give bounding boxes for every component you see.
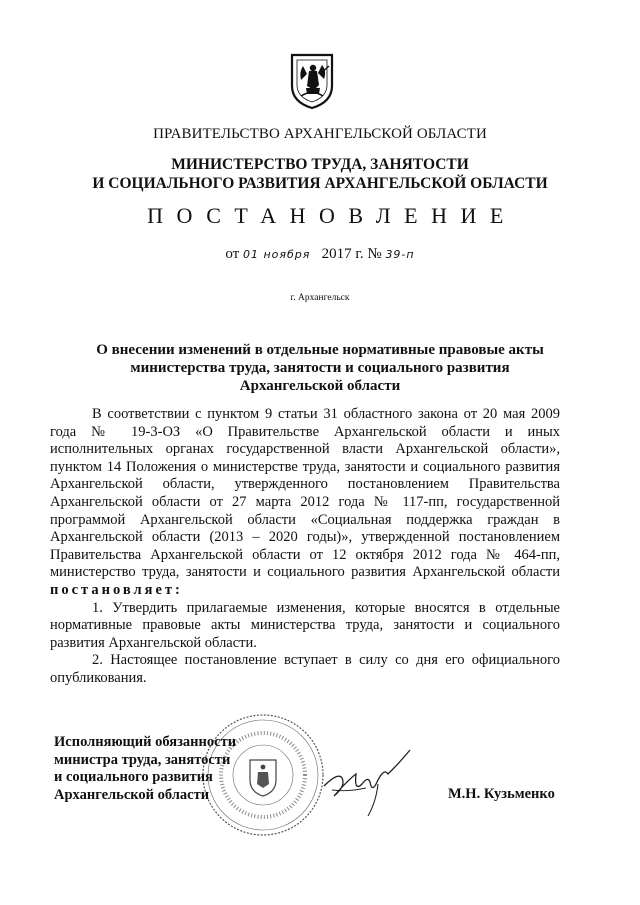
resolves-word: постановляет: — [50, 581, 183, 598]
position-line-2: министра труда, занятости — [54, 751, 231, 768]
document-type: ПОСТАНОВЛЕНИЕ — [147, 203, 517, 228]
item-1: 1. Утвердить прилагаемые изменения, которые вносятся в отдельные нормативные правовые акты министерства труда, занятости и социального развития Архангельской области. — [50, 599, 560, 651]
city: г. Архангельск — [290, 293, 350, 303]
date-year: 2017 г. № — [321, 246, 382, 262]
arkhangelsk-coat-of-arms-icon — [289, 52, 335, 110]
ministry-name — [0, 155, 640, 193]
preamble-paragraph — [50, 406, 560, 600]
date-day-month: 01 ноября — [242, 248, 311, 261]
position-line-3: и социального развития — [54, 769, 213, 785]
document-body — [50, 406, 560, 688]
document-title — [0, 341, 640, 395]
title-line-2: министерства труда, занятости и социального развития — [130, 360, 510, 376]
title-line-1: О внесении изменений в отдельные нормативные правовые акты — [96, 342, 544, 358]
ministry-line-1: МИНИСТЕРСТВО ТРУДА, ЗАНЯТОСТИ — [171, 156, 469, 173]
item-2: 2. Настоящее постановление вступает в силу со дня его официального опубликования. — [50, 652, 560, 686]
preamble-text: В соответствии с пунктом 9 статьи 31 областного закона от 20 мая 2009 года № 19-3-ОЗ «О Правительстве Архангельской области и иных исполнительных органах государственной власти Архангельской области», пунктом 14 Положения о министерстве труда, занятости и социального развития Архангельской области, утвержденного постановлением Правительства Архангельской области от 27 марта 2012 года № 117-пп, государственной программой Архангельской области «Социальная поддержка граждан в Архангельской области (2013 – 2020 годы)», утвержденной постановлением Правительства Архангельской области от 12 октября 2012 года № 464-пп, министерство труда, занятости и социального развития Архангельской области — [50, 406, 560, 581]
title-line-3: Архангельской области — [239, 378, 401, 394]
signatory-name: М.Н. Кузьменко — [448, 786, 555, 802]
date-prefix: от — [225, 246, 240, 262]
date-line — [0, 246, 640, 263]
document-number: 39-п — [385, 248, 415, 261]
position-line-1: Исполняющий обязанности — [54, 734, 237, 750]
signatory-position — [54, 734, 236, 804]
government-name: ПРАВИТЕЛЬСТВО АРХАНГЕЛЬСКОЙ ОБЛАСТИ — [153, 126, 487, 142]
handwritten-signature — [318, 744, 418, 820]
ministry-line-2: И СОЦИАЛЬНОГО РАЗВИТИЯ АРХАНГЕЛЬСКОЙ ОБЛАСТИ — [92, 175, 548, 192]
position-line-4: Архангельской области — [54, 786, 210, 803]
